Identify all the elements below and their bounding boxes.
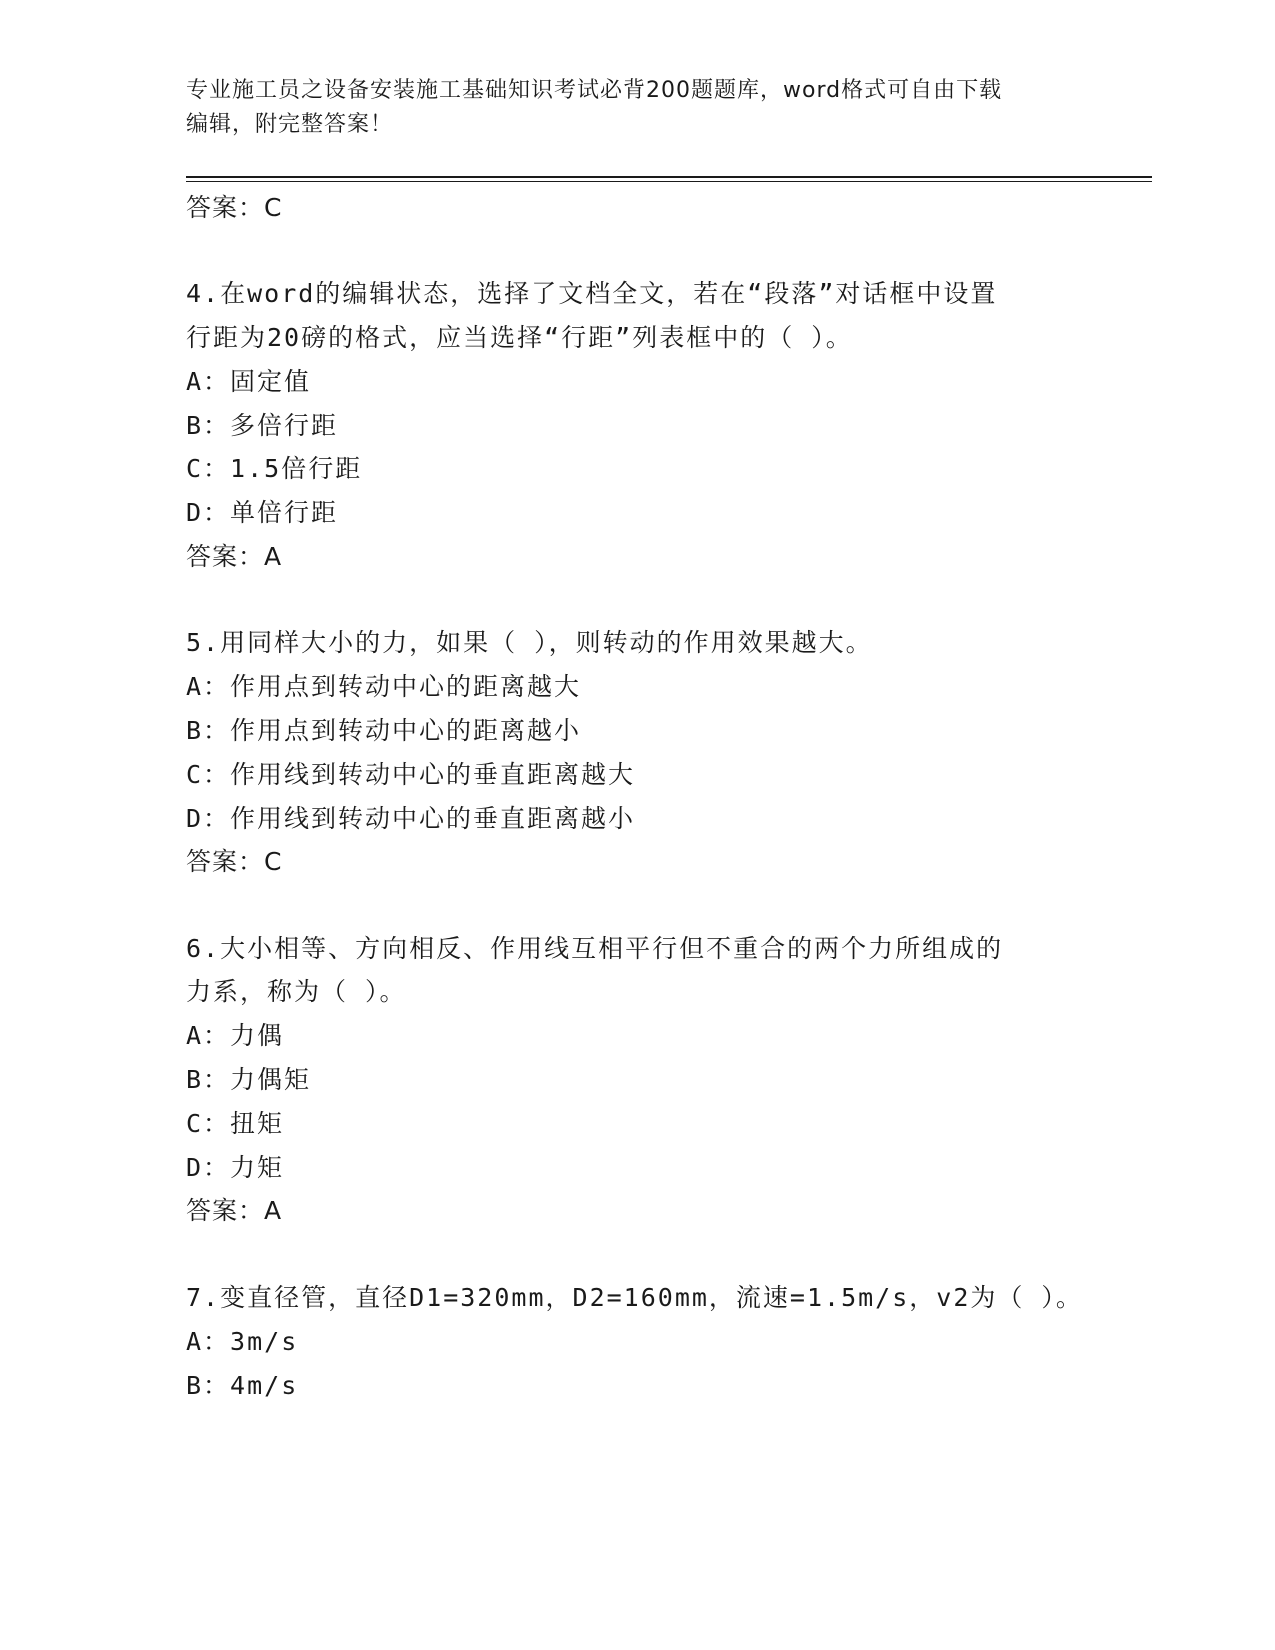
question-6-option-b: B：力偶矩 [186,1065,312,1094]
question-7-option-b: B：4m/s [186,1371,299,1400]
question-4-stem-line-2: 行距为20磅的格式，应当选择“行距”列表框中的（ ）。 [186,323,853,352]
header-title-line-1: 专业施工员之设备安装施工基础知识考试必背200题题库，word格式可自由下载 [186,78,1003,103]
header-rule-thin [186,181,1152,182]
question-5-option-c: C：作用线到转动中心的垂直距离越大 [186,760,636,789]
question-6-answer: 答案：A [186,1196,283,1225]
question-5-option-d: D：作用线到转动中心的垂直距离越小 [186,804,636,833]
question-6-stem-line-2: 力系，称为（ ）。 [186,977,407,1006]
header-rule-thick [186,176,1152,178]
question-7-stem-line-1: 7.变直径管，直径D1=320mm，D2=160mm，流速=1.5m/s，v2为（ ）。 [186,1283,1083,1312]
question-6-option-a: A：力偶 [186,1021,285,1050]
question-4-option-d: D：单倍行距 [186,498,339,527]
question-4-answer: 答案：A [186,542,283,571]
question-4-stem-line-1: 4.在word的编辑状态，选择了文档全文，若在“段落”对话框中设置 [186,279,998,308]
question-4-option-c: C：1.5倍行距 [186,454,363,483]
question-4-option-a: A：固定值 [186,367,312,396]
question-6-option-c: C：扭矩 [186,1109,285,1138]
header-title-line-2: 编辑，附完整答案！ [186,112,394,137]
document-header [186,74,1066,142]
question-5-option-b: B：作用点到转动中心的距离越小 [186,716,582,745]
question-6-option-d: D：力矩 [186,1153,285,1182]
question-4-option-b: B：多倍行距 [186,411,339,440]
question-5-stem-line-1: 5.用同样大小的力，如果（ ），则转动的作用效果越大。 [186,628,873,657]
question-5-option-a: A：作用点到转动中心的距离越大 [186,672,582,701]
question-5-answer: 答案：C [186,847,283,876]
question-7-option-a: A：3m/s [186,1327,299,1356]
question-6-stem-line-1: 6.大小相等、方向相反、作用线互相平行但不重合的两个力所组成的 [186,934,1004,963]
previous-answer: 答案：C [186,193,283,222]
